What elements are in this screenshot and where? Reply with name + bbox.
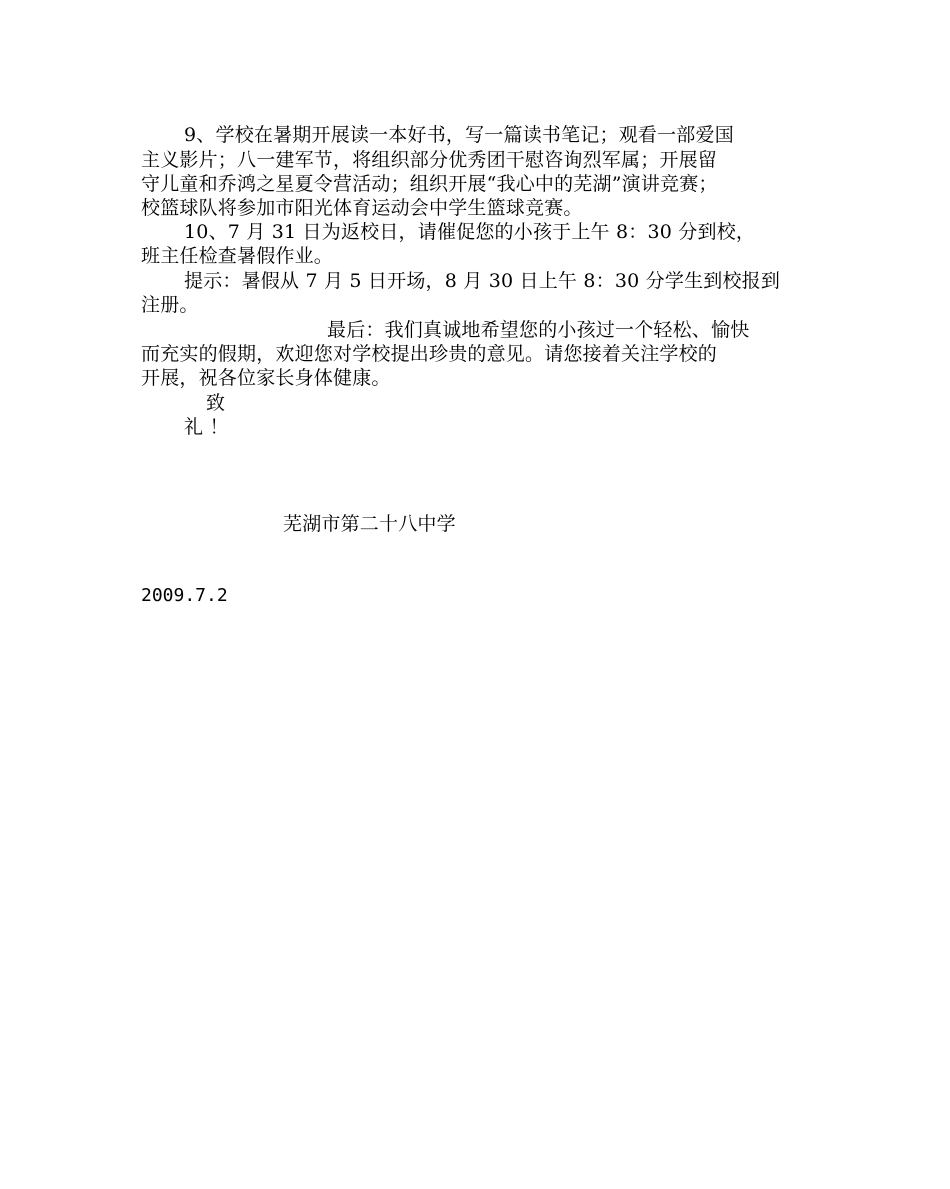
closing-line-3: 开展，祝各位家长身体健康。: [141, 367, 391, 389]
paragraph-9-line-1: 9、学校在暑期开展读一本好书，写一篇读书笔记；观看一部爱国: [184, 124, 734, 146]
closing-line-1: 最后：我们真诚地希望您的小孩过一个轻松、愉快: [327, 319, 750, 341]
tip-line-2: 注册。: [141, 294, 199, 316]
paragraph-9-line-3: 守儿童和乔鸿之星夏令营活动；组织开展“我心中的芜湖”演讲竞赛；: [141, 173, 718, 195]
paragraph-10-line-2: 班主任检查暑假作业。: [141, 245, 334, 267]
salutation-zhi: 致: [206, 392, 226, 414]
school-signature: 芜湖市第二十八中学: [283, 513, 456, 535]
paragraph-9-line-4: 校篮球队将参加市阳光体育运动会中学生篮球竞赛。: [141, 197, 583, 219]
closing-line-2: 而充实的假期，欢迎您对学校提出珍贵的意见。请您接着关注学校的: [141, 343, 718, 365]
tip-line-1: 提示：暑假从 7 月 5 日开场，8 月 30 日上午 8：30 分学生到校报到: [184, 270, 781, 292]
paragraph-9-line-2: 主义影片；八一建军节，将组织部分优秀团干慰咨询烈军属；开展留: [141, 149, 718, 171]
salutation-li: 礼 ！: [184, 416, 229, 438]
letter-date: 2009.7.2: [141, 585, 228, 606]
paragraph-10-line-1: 10、7 月 31 日为返校日，请催促您的小孩于上午 8：30 分到校，: [184, 221, 756, 243]
